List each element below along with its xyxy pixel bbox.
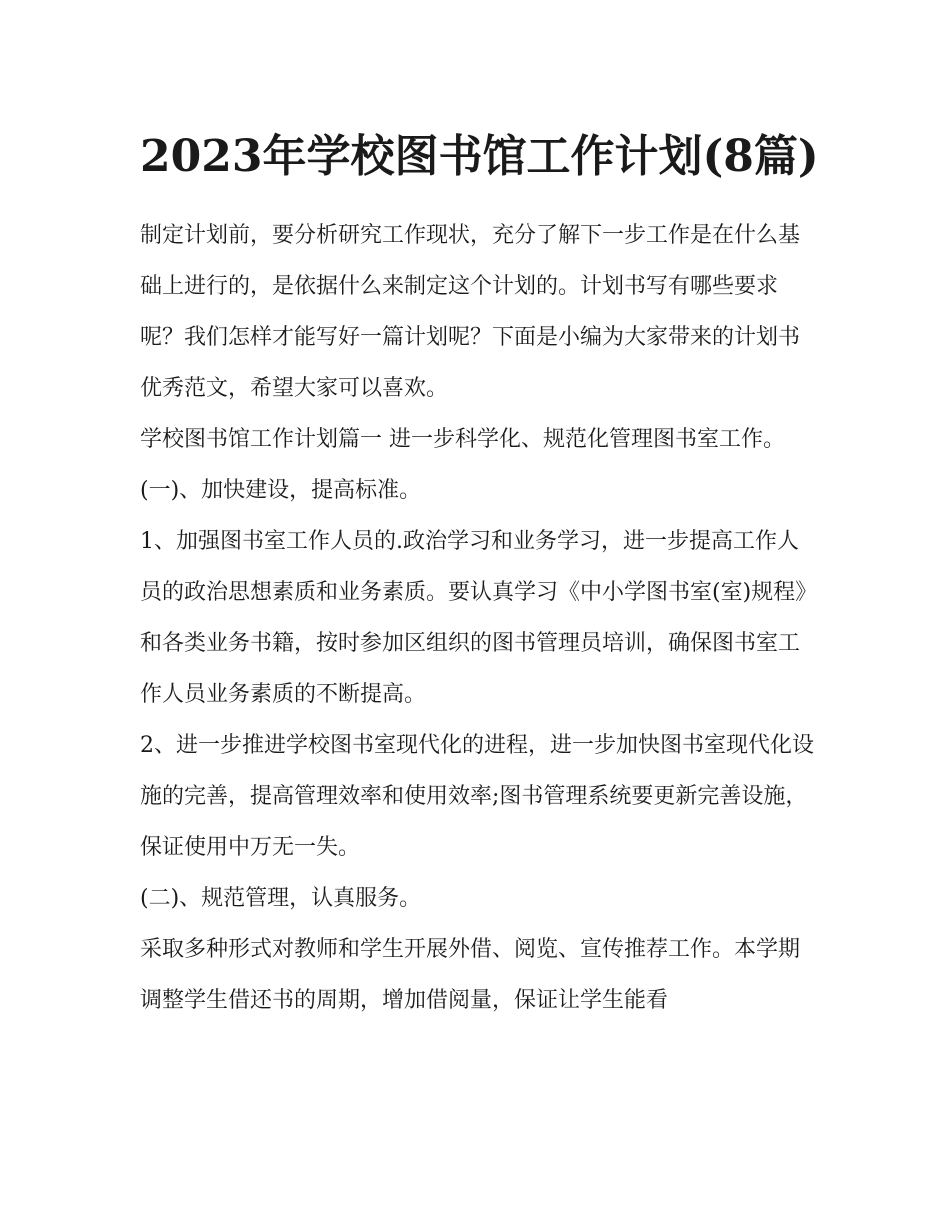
paragraph-intro: 制定计划前，要分析研究工作现状，充分了解下一步工作是在什么基础上进行的，是依据什么来制定这个计划的。计划书写有哪些要求呢？我们怎样才能写好一篇计划呢？下面是小编为大家带来的计划书优秀范文，希望大家可以喜欢。 [140, 223, 801, 401]
paragraph-section-two: (二)、规范管理，认真服务。 [140, 886, 422, 911]
paragraph-item-1: 1、加强图书室工作人员的.政治学习和业务学习，进一步提高工作人员的政治思想素质和业务素质。要认真学习《中小学图书室(室)规程》和各类业务书籍，按时参加区组织的图书管理员培训，确保图书室工作人员业务素质的不断提高。 [140, 529, 818, 707]
paragraph-section-one: 学校图书馆工作计划篇一 进一步科学化、规范化管理图书室工作。 (一)、加快建设，提高标准。 [140, 427, 785, 503]
document-title: 2023年学校图书馆工作计划(8篇) [140, 131, 819, 182]
paragraph-service: 采取多种形式对教师和学生开展外借、阅览、宣传推荐工作。本学期调整学生借还书的周期，增加借阅量，保证让学生能看 [140, 937, 801, 1013]
document-page [140, 118, 820, 1026]
paragraph-item-2: 2、进一步推进学校图书室现代化的进程，进一步加快图书室现代化设施的完善，提高管理效率和使用效率;图书管理系统要更新完善设施，保证使用中万无一失。 [140, 733, 814, 860]
